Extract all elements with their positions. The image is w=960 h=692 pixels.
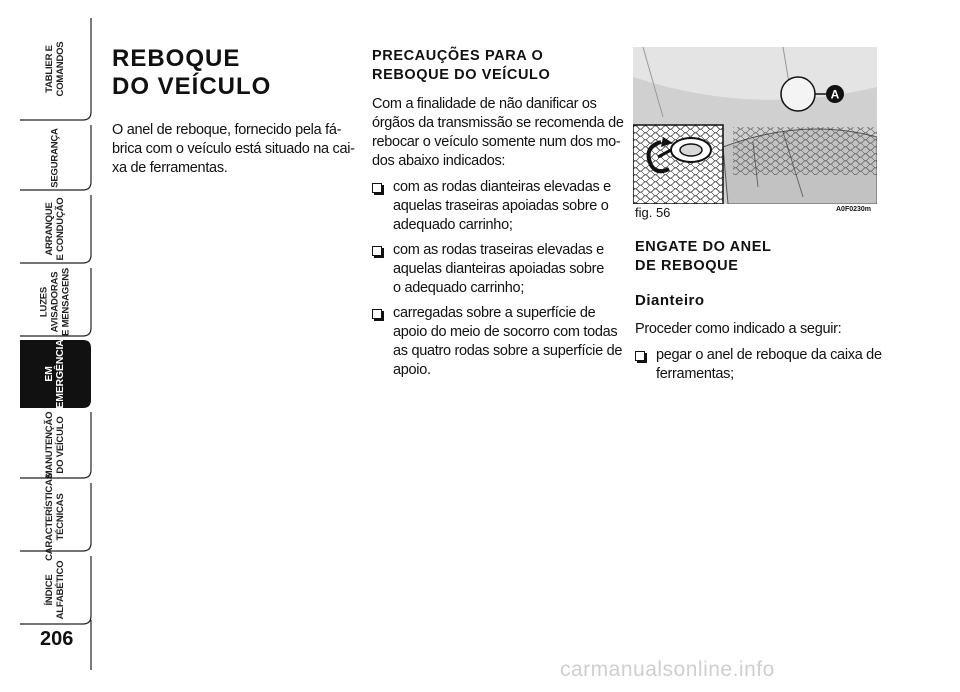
- page-number: 206: [40, 628, 74, 650]
- figure-caption: fig. 56: [635, 205, 671, 220]
- figure-code: A0F0230m: [836, 206, 872, 213]
- front-subheading: Dianteiro: [635, 292, 705, 309]
- list-item: com as rodas dianteiras elevadas e aquelas traseiras apoiadas sobre o adequado carrinho;: [368, 178, 618, 235]
- tab-label: MANUTENÇÃO DO VEÍCULO: [44, 411, 66, 479]
- tab-arranque-conducao[interactable]: [20, 195, 90, 263]
- tab-indice-alfabetico[interactable]: [20, 556, 90, 624]
- tab-label: TABLIER E COMANDOS: [44, 41, 66, 97]
- tab-em-emergencia[interactable]: [20, 340, 90, 408]
- bullet-box-icon: [372, 309, 382, 319]
- list-item: pegar o anel de reboque da caixa de ferramentas;: [631, 346, 891, 384]
- tab-seguranca[interactable]: [20, 125, 90, 190]
- tab-luzes-avisadoras[interactable]: [20, 268, 90, 336]
- precautions-heading: PRECAUÇÕES PARA O REBOQUE DO VEÍCULO: [372, 48, 551, 83]
- tab-label: ÍNDICE ALFABÉTICO: [44, 560, 66, 620]
- list-item: carregadas sobre a superfície de apoio do meio de socorro com todas as quatro rodas sobre a superfície de apoio.: [368, 304, 618, 380]
- tab-label: LUZES AVISADORAS E MENSAGENS: [38, 267, 72, 337]
- bullet-box-icon: [372, 183, 382, 193]
- tab-label: EM EMERGÊNCIA: [43, 339, 66, 409]
- tab-label: ARRANQUE E CONDUÇÃO: [44, 197, 66, 261]
- bullet-box-icon: [372, 246, 382, 256]
- callout-a: A: [830, 87, 840, 102]
- watermark: carmanualsonline.info: [560, 658, 775, 681]
- tab-label: CARACTERÍSTICAS TÉCNICAS: [44, 473, 66, 561]
- tab-manutencao-veiculo[interactable]: [20, 412, 90, 478]
- tow-ring-figure: [633, 47, 877, 204]
- bullet-box-icon: [635, 351, 645, 361]
- section-title: REBOQUE DO VEÍCULO: [112, 45, 272, 100]
- tow-ring-heading: ENGATE DO ANEL DE REBOQUE: [635, 239, 772, 274]
- tab-tablier-comandos[interactable]: [20, 18, 90, 120]
- tab-label: SEGURANÇA: [49, 127, 61, 188]
- precautions-list: [368, 178, 623, 386]
- tab-caracteristicas-tecnicas[interactable]: [20, 473, 90, 561]
- procedure-list: [631, 346, 891, 390]
- procedure-intro: Proceder como indicado a seguir:: [635, 321, 842, 337]
- list-item: com as rodas traseiras elevadas e aquelas dianteiras apoiadas sobre o adequado carrinho;: [368, 241, 618, 298]
- chapter-sidebar: [0, 0, 100, 692]
- intro-paragraph: O anel de reboque, fornecido pela fá- brica com o veículo está situado na cai- xa de ferramentas.: [112, 122, 355, 176]
- precautions-intro: Com a finalidade de não danificar os órgãos da transmissão se recomenda de rebocar o veículo somente num dos mo- dos abaixo indicados:: [372, 96, 624, 169]
